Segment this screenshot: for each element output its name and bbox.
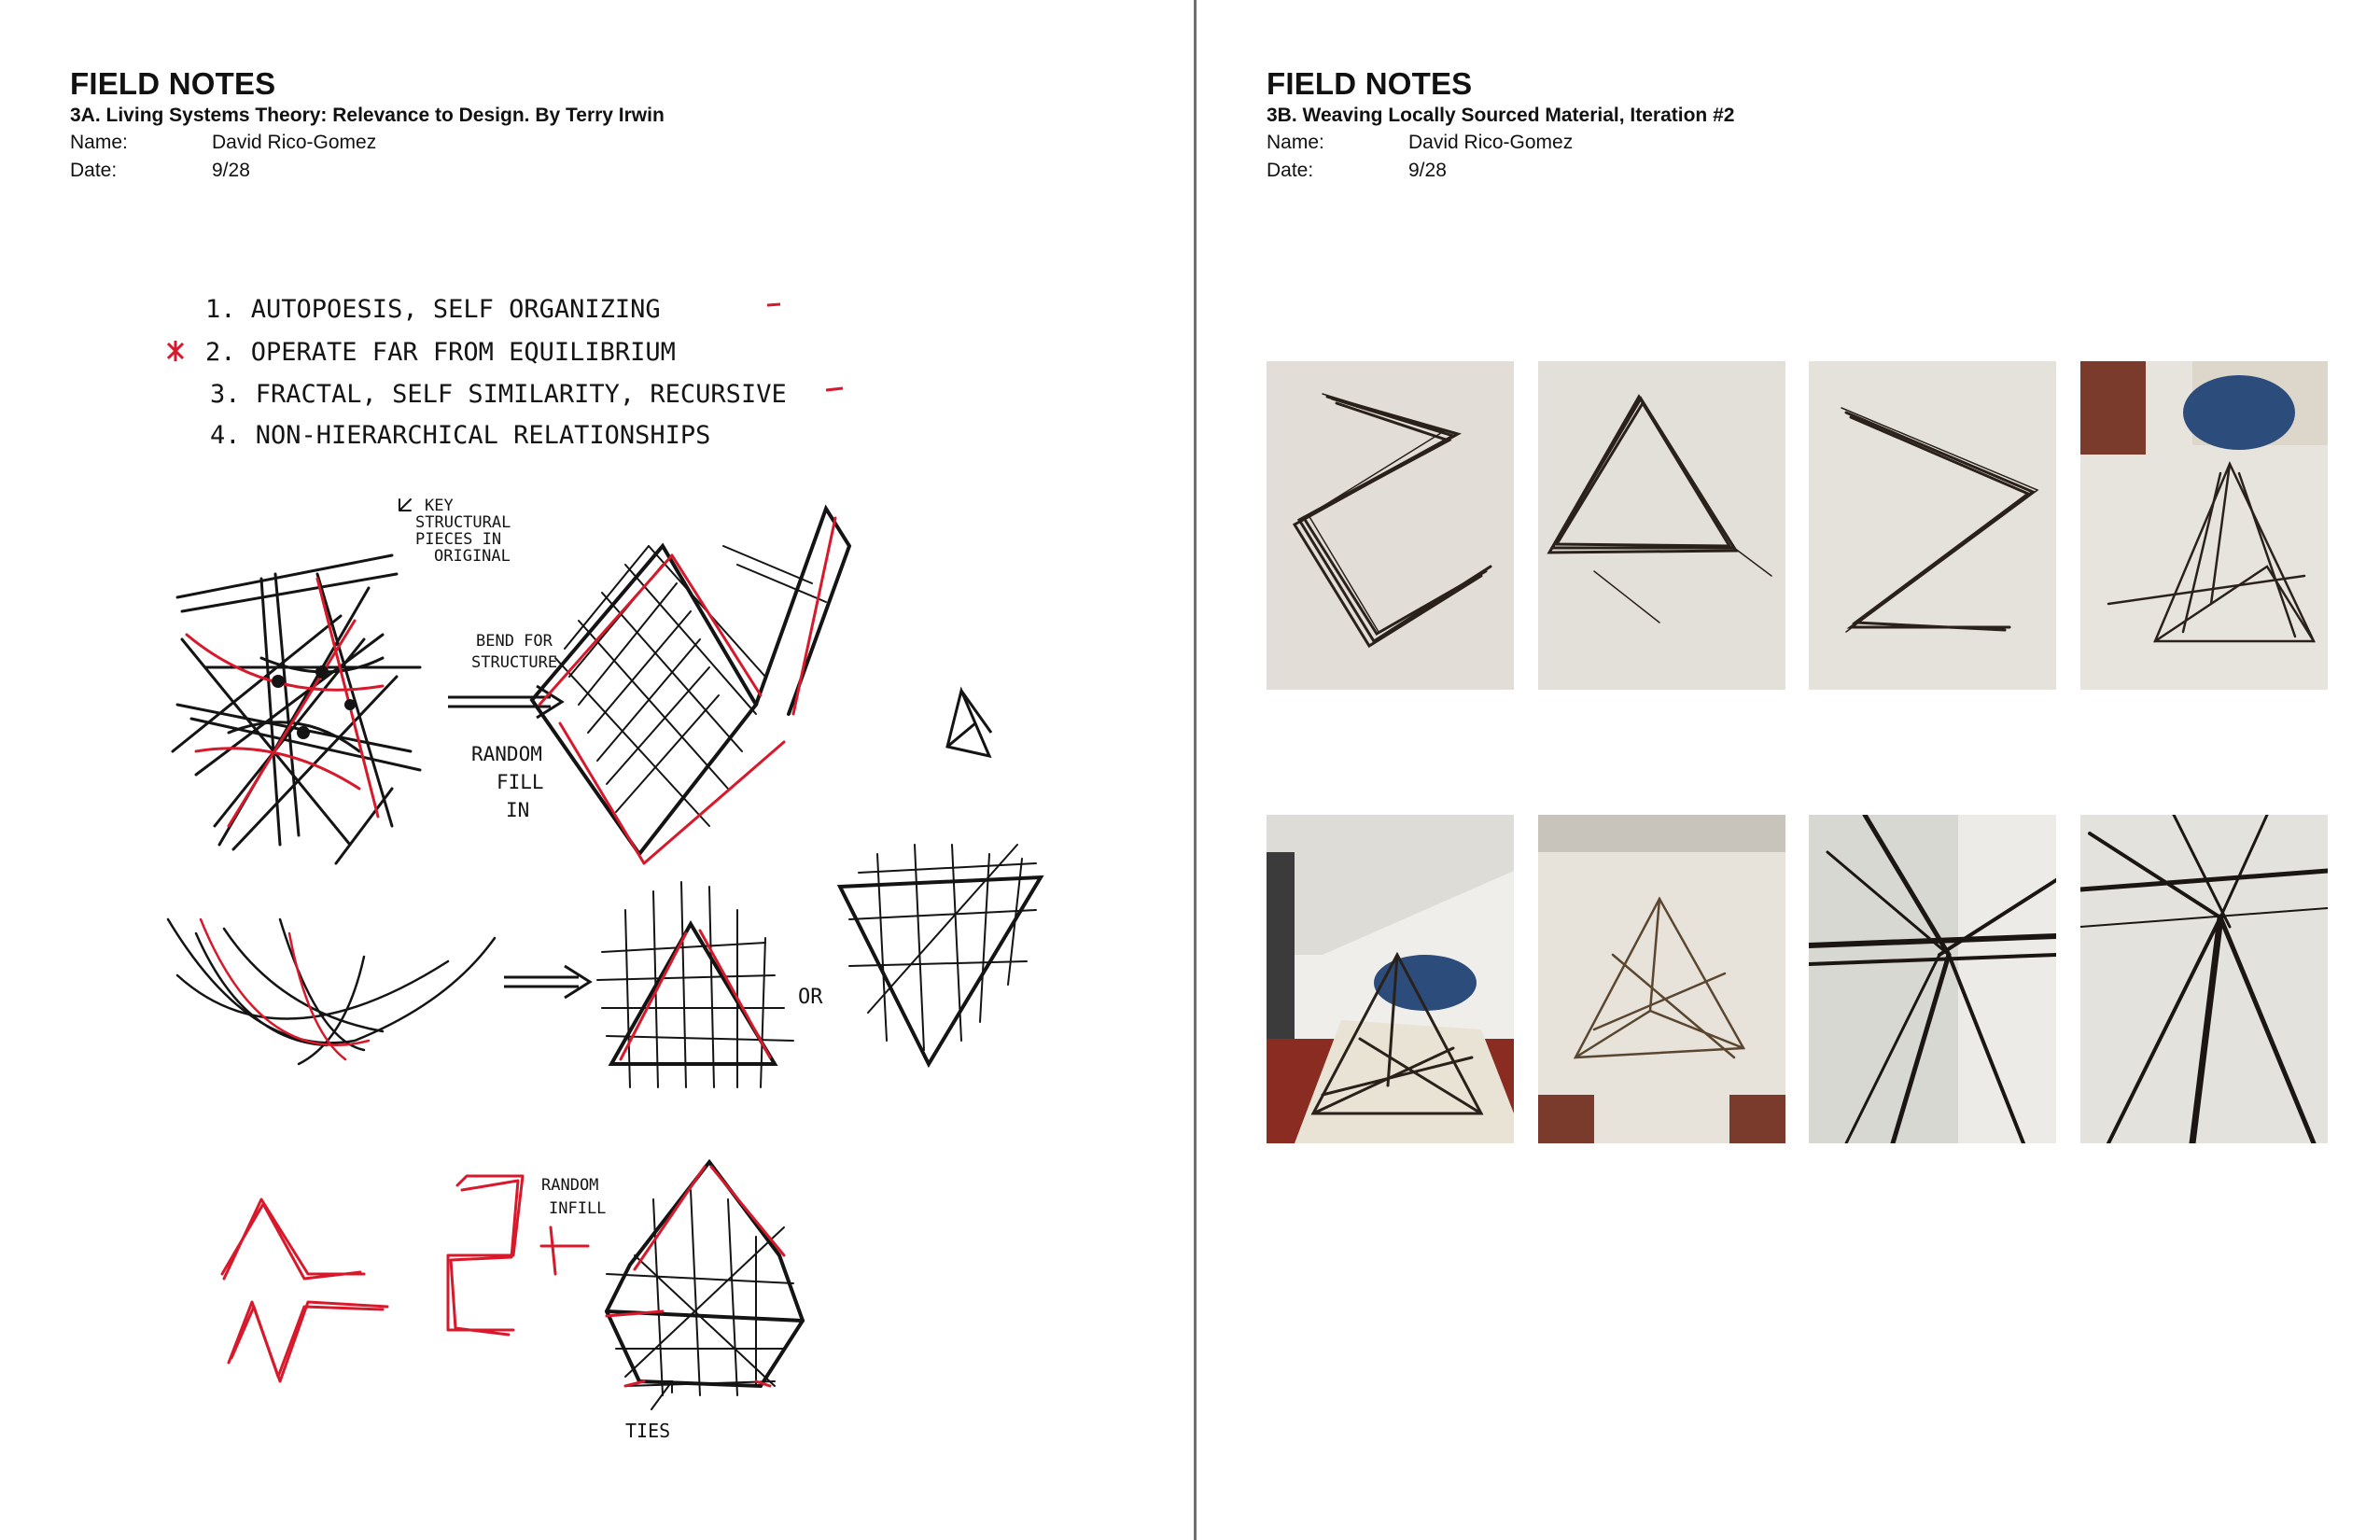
annot-key: KEY [425, 497, 454, 515]
right-name-value: David Rico-Gomez [1408, 132, 1574, 153]
right-header [1267, 65, 1734, 185]
right-title: FIELD NOTES [1267, 66, 1473, 101]
note-2: 2. OPERATE FAR FROM EQUILIBRIUM [205, 338, 676, 367]
annot-infill-random: RANDOM [541, 1176, 599, 1195]
annot-original: ORIGINAL [434, 547, 511, 566]
annot-in: IN [506, 799, 530, 821]
left-name-row [70, 129, 665, 157]
photo-woven-structure-attic [1267, 815, 1514, 1143]
note-4: 4. NON-HIERARCHICAL RELATIONSHIPS [210, 421, 711, 450]
left-date-value: 9/28 [212, 160, 250, 181]
right-name-row [1267, 129, 1734, 157]
right-name-label: Name: [1267, 132, 1324, 153]
sketch-svg [140, 266, 1055, 1451]
sketch-inverted-triangle [840, 845, 1041, 1064]
left-subtitle: 3A. Living Systems Theory: Relevance to Design. By Terry Irwin [70, 105, 665, 126]
annot-or: OR [798, 986, 823, 1009]
annot-ties: TIES [625, 1420, 671, 1442]
photo-woven-structure-floor [1538, 815, 1785, 1143]
sketch-red-zigzags [222, 1176, 588, 1381]
sketch-curves [168, 919, 495, 1064]
arrow-right-icon [448, 686, 562, 718]
left-date-label: Date: [70, 160, 118, 181]
left-date-row [70, 157, 665, 185]
right-page [1197, 0, 2380, 1540]
star-icon [168, 341, 183, 361]
photo-closeup-branches-1 [1809, 815, 2056, 1143]
photo-closeup-branches-2 [2080, 815, 2328, 1143]
note-1: 1. AUTOPOESIS, SELF ORGANIZING [205, 295, 661, 324]
annot-bend: BEND FOR [476, 632, 553, 651]
photo-zigzag-on-cloth [1267, 361, 1514, 690]
left-name-value: David Rico-Gomez [212, 132, 377, 153]
photo-woven-tripod-room [2080, 361, 2328, 690]
annot-pieces-in: PIECES IN [415, 530, 502, 549]
sketch-bent-structure [532, 509, 849, 863]
sketch-small-tripod [947, 691, 991, 756]
annot-structural: STRUCTURAL [415, 513, 511, 532]
sketch-triangle-fill [597, 882, 793, 1087]
sketch-infill-tripod [607, 1162, 803, 1409]
note-3: 3. FRACTAL, SELF SIMILARITY, RECURSIVE [210, 380, 787, 409]
annot-random: RANDOM [471, 743, 542, 765]
photo-z-shape-on-cloth [1809, 361, 2056, 690]
left-title: FIELD NOTES [70, 66, 276, 101]
hand-sketch [140, 266, 1055, 1451]
right-date-label: Date: [1267, 160, 1314, 181]
photo-triangle-on-cloth [1538, 361, 1785, 690]
right-date-value: 9/28 [1408, 160, 1447, 181]
left-header [70, 65, 665, 185]
annot-fill: FILL [497, 771, 544, 793]
right-date-row [1267, 157, 1734, 185]
arrow-right-icon-2 [504, 966, 590, 998]
sketch-tangle [173, 499, 420, 863]
left-name-label: Name: [70, 132, 128, 153]
annot-infill: INFILL [549, 1199, 607, 1218]
annot-structure: STRUCTURE [471, 653, 558, 672]
right-subtitle: 3B. Weaving Locally Sourced Material, Iteration #2 [1267, 105, 1735, 126]
